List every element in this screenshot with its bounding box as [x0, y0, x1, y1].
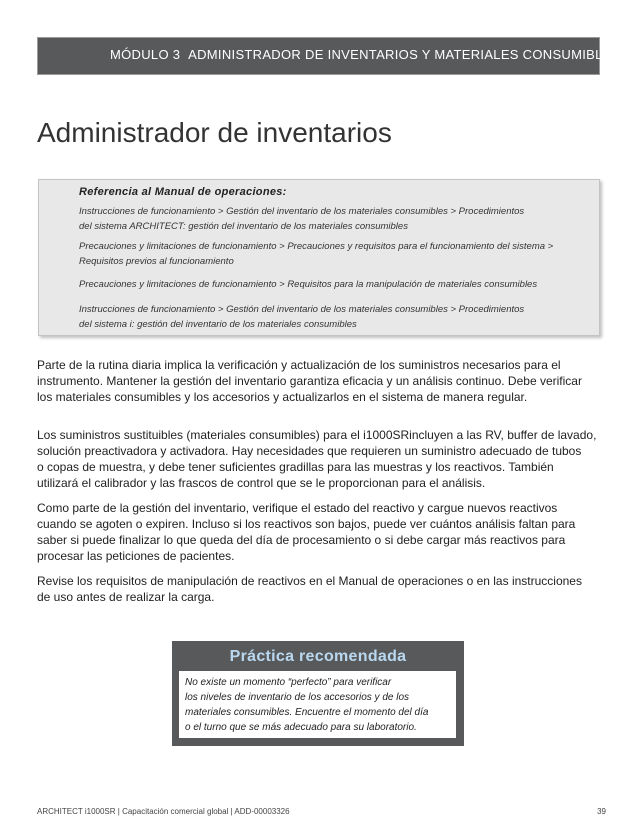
module-title: ADMINISTRADOR DE INVENTARIOS Y MATERIALES CONSUMIBLES: [188, 47, 621, 62]
recommended-practice-text: No existe un momento “perfecto” para verificar los niveles de inventario de los accesorios y de los materiales consumibles. Encuentre el momento del día o el turno que se más adecuado para su laboratorio.: [185, 677, 429, 733]
recommended-practice-box: [172, 641, 464, 746]
body-paragraph: Los suministros sustituibles (materiales consumibles) para el i1000SRincluyen a las RV, buffer de lavado, solución preactivadora y activadora. Hay necesidades que requieren un suministro adecuado de tubos o copas de muestra, y debe tener suficientes gradillas para las muestras y los reactivos. También utilizará el calibrador y las frascos de control que se le proporcionan para el análisis.: [37, 428, 597, 490]
body-paragraph: Como parte de la gestión del inventario, verifique el estado del reactivo y cargue nuevos reactivos cuando se agoten o expiren. Incluso si los reactivos son bajos, puede ver cuántos análisis faltan para saber si puede finalizar lo que queda del día de procesamiento o si debe cargar más reactivos para procesar las peticiones de pacientes.: [37, 501, 576, 563]
recommended-practice-content: [179, 671, 456, 738]
module-header-bar: [37, 37, 621, 75]
reference-item: Instrucciones de funcionamiento > Gestión del inventario de los materiales consumibles > Procedimientos del sistema ARCHITECT: gestión del inventario de los materiales consumibles: [79, 206, 525, 232]
reference-item: Precauciones y limitaciones de funcionamiento > Precauciones y requisitos para el funcionamiento del sistema > Requisitos previos al funcionamiento: [79, 241, 554, 267]
page-title: Administrador de inventarios: [37, 117, 392, 148]
reference-item: Precauciones y limitaciones de funcionamiento > Requisitos para la manipulación de materiales consumibles: [79, 279, 538, 290]
body-paragraph: Revise los requisitos de manipulación de reactivos en el Manual de operaciones o en las instrucciones de uso antes de realizar la carga.: [37, 574, 582, 604]
body-paragraph: Parte de la rutina diaria implica la verificación y actualización de los suministros necesarios para el instrumento. Mantener la gestión del inventario garantiza eficacia y un análisis continuo. Debe verificar los materiales consumibles y los accesorios y actualizarlos en el sistema de manera regular.: [37, 358, 582, 404]
module-header-title: [110, 47, 621, 62]
footer-text: ARCHITECT i1000SR | Capacitación comercial global | ADD-00003326: [37, 807, 290, 816]
reference-title: Referencia al Manual de operaciones:: [79, 186, 287, 198]
module-label: MÓDULO 3: [110, 47, 181, 62]
recommended-practice-title: Práctica recomendada: [229, 648, 407, 665]
reference-box: [38, 179, 600, 336]
page-number: 39: [597, 807, 606, 816]
reference-item: Instrucciones de funcionamiento > Gestión del inventario de los materiales consumibles > Procedimientos del sistema i: gestión del inventario de los materiales consumibles: [79, 304, 525, 330]
